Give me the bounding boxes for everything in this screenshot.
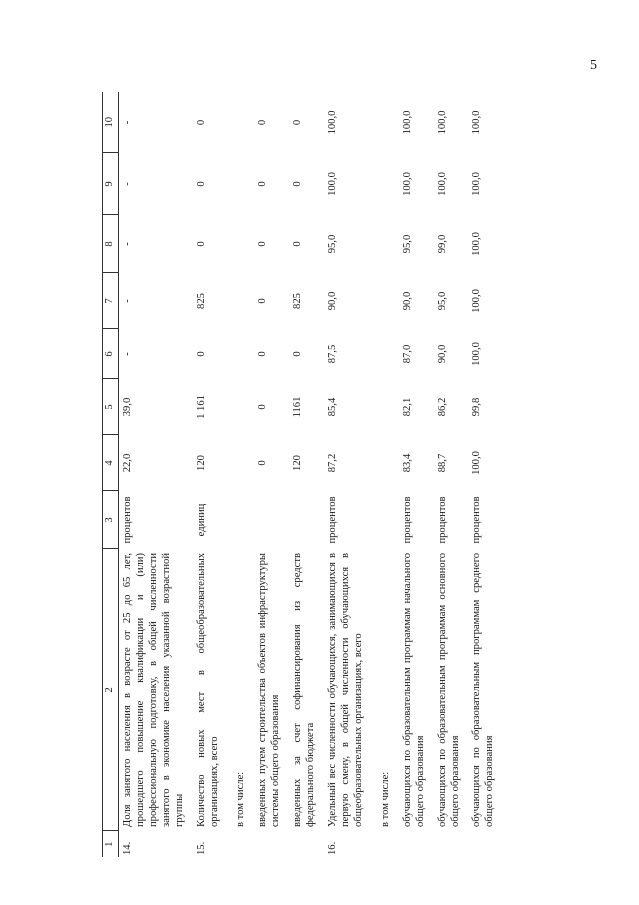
table-row	[193, 92, 228, 857]
unit-of-measure: единиц	[195, 503, 207, 537]
value-cell: 0	[257, 298, 269, 304]
value-cell: 0	[257, 351, 269, 357]
value-cell: 85,4	[327, 397, 339, 417]
value-cell: 83,4	[401, 453, 413, 473]
value-cell	[372, 329, 399, 379]
value-cell	[372, 92, 399, 153]
unit-of-measure: процентов	[471, 496, 483, 544]
value-cell: 100,0	[471, 172, 483, 196]
value-cell: -	[122, 352, 133, 356]
unit-of-measure: процентов	[436, 496, 448, 544]
value-cell: 100,0	[471, 232, 483, 256]
unit-of-measure: процентов	[122, 496, 133, 544]
value-cell: 100,0	[471, 451, 483, 475]
indicator-name: обучающихся по образовательным программам среднего общего образования	[471, 553, 496, 827]
col-header: 4	[103, 435, 119, 491]
table-body	[119, 92, 504, 857]
indicator-name: введенных путем строительства объектов инфраструктуры системы общего образования	[257, 553, 282, 827]
table-row	[372, 92, 399, 857]
table-row	[227, 92, 254, 857]
unit-of-measure	[227, 491, 254, 549]
value-cell: 87,0	[401, 344, 413, 364]
value-cell: 0	[257, 181, 269, 187]
value-cell: 100,0	[471, 342, 483, 366]
value-cell: -	[122, 299, 133, 303]
table-row	[468, 92, 503, 857]
value-cell: 825	[195, 293, 207, 309]
row-number	[254, 831, 289, 857]
row-number	[227, 831, 254, 857]
table-row	[289, 92, 324, 857]
indicator-name: введенных за счет софинансирования из средств федерального бюджета	[292, 553, 317, 827]
row-number: 15.	[195, 841, 207, 855]
indicator-name: в том числе:	[235, 771, 247, 827]
table-row	[324, 92, 372, 857]
value-cell: 0	[257, 404, 269, 410]
value-cell: 0	[292, 351, 304, 357]
value-cell: 120	[195, 455, 207, 471]
value-cell: 825	[292, 293, 304, 309]
value-cell: 90,0	[327, 291, 339, 311]
col-header: 6	[103, 329, 119, 379]
header-row	[103, 92, 119, 857]
value-cell	[372, 215, 399, 273]
value-cell: 0	[257, 119, 269, 126]
value-cell: 95,0	[436, 291, 448, 311]
value-cell: 100,0	[471, 110, 483, 135]
value-cell: 0	[257, 460, 269, 466]
table-row	[434, 92, 469, 857]
unit-of-measure: процентов	[327, 496, 339, 544]
table-row	[254, 92, 289, 857]
value-cell: 0	[195, 119, 207, 126]
value-cell: 0	[257, 241, 269, 247]
unit-of-measure: процентов	[401, 496, 413, 544]
row-number	[399, 831, 434, 857]
col-header: 9	[103, 153, 119, 215]
value-cell: 100,0	[436, 110, 448, 135]
col-header: 3	[103, 491, 119, 549]
value-cell	[227, 215, 254, 273]
col-header: 1	[103, 831, 119, 857]
unit-of-measure	[372, 491, 399, 549]
value-cell	[227, 379, 254, 435]
indicator-name: Доля занятого населения в возрасте от 25 до 65 лет, прошедшего повышение квалификации и (или) профессиональную подготовку, в общей численности занятого в экономике населения указанной возрастной группы	[122, 553, 185, 827]
indicator-name: Количество новых мест в общеобразовательных организациях, всего	[195, 553, 220, 827]
value-cell: 99,8	[471, 397, 483, 417]
value-cell	[372, 153, 399, 215]
value-cell: 0	[292, 241, 304, 247]
unit-of-measure	[289, 491, 324, 549]
col-header: 2	[103, 549, 119, 831]
value-cell: 1 161	[195, 395, 207, 419]
value-cell: 39,0	[122, 397, 133, 417]
value-cell: 99,0	[436, 234, 448, 254]
value-cell: 0	[292, 181, 304, 187]
row-number: 14.	[122, 841, 133, 855]
rotated-table-container	[102, 92, 506, 857]
col-header: 8	[103, 215, 119, 273]
indicator-name: обучающихся по образовательным программам основного общего образования	[436, 553, 461, 827]
value-cell: -	[122, 120, 133, 125]
value-cell: 100,0	[327, 110, 339, 135]
value-cell: 88,7	[436, 453, 448, 473]
value-cell	[227, 153, 254, 215]
value-cell: 1161	[292, 396, 304, 418]
row-number	[468, 831, 503, 857]
value-cell: 0	[195, 351, 207, 357]
col-header: 10	[103, 92, 119, 153]
value-cell	[372, 435, 399, 491]
indicator-name: в том числе:	[379, 771, 391, 827]
value-cell: 100,0	[471, 289, 483, 313]
col-header: 7	[103, 273, 119, 329]
row-number: 16.	[327, 841, 339, 855]
value-cell	[227, 329, 254, 379]
value-cell	[227, 435, 254, 491]
value-cell: 0	[195, 241, 207, 247]
indicator-table	[102, 92, 503, 857]
value-cell	[227, 273, 254, 329]
row-number	[372, 831, 399, 857]
table-row	[399, 92, 434, 857]
indicator-name: Удельный вес численности обучающихся, занимающихся в первую смену, в общей численности обучающихся в общеобразовательных организациях, всего	[327, 553, 364, 827]
value-cell: 82,1	[401, 397, 413, 417]
value-cell: -	[122, 242, 133, 246]
value-cell: 90,0	[436, 344, 448, 364]
value-cell	[372, 273, 399, 329]
value-cell: 86,2	[436, 397, 448, 417]
value-cell: 87,2	[327, 453, 339, 473]
value-cell: 87,5	[327, 344, 339, 364]
row-number	[289, 831, 324, 857]
table-row	[119, 92, 193, 857]
value-cell: 95,0	[401, 234, 413, 254]
value-cell	[372, 379, 399, 435]
value-cell: 100,0	[401, 172, 413, 196]
page-number: 5	[590, 58, 597, 73]
value-cell	[227, 92, 254, 153]
indicator-name: обучающихся по образовательным программам начального общего образования	[401, 553, 426, 827]
value-cell: 0	[195, 181, 207, 187]
value-cell: 100,0	[327, 172, 339, 196]
value-cell: 100,0	[401, 110, 413, 135]
row-number	[434, 831, 469, 857]
value-cell: 100,0	[436, 172, 448, 196]
value-cell: 22,0	[122, 453, 133, 473]
value-cell: -	[122, 182, 133, 186]
value-cell: 0	[292, 119, 304, 126]
value-cell: 90,0	[401, 291, 413, 311]
value-cell: 95,0	[327, 234, 339, 254]
col-header: 5	[103, 379, 119, 435]
unit-of-measure	[254, 491, 289, 549]
value-cell: 120	[292, 455, 304, 471]
